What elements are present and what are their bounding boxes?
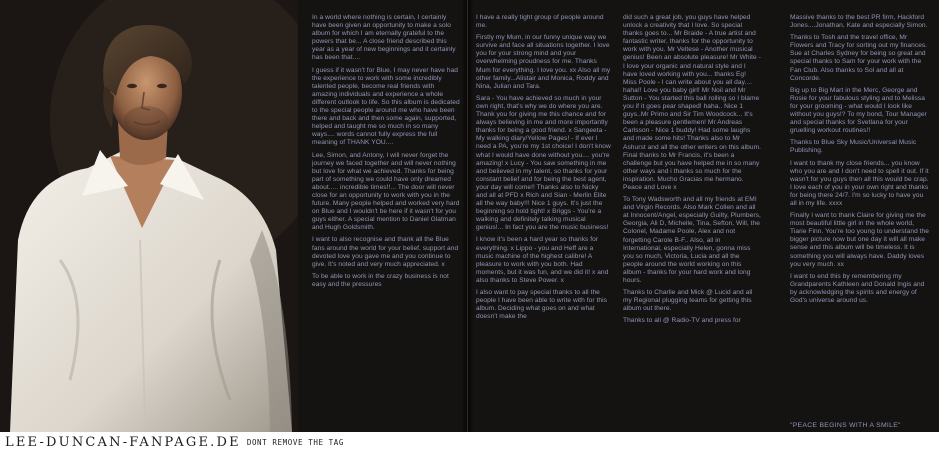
column-3-paragraph: Thanks to all @ Radio-TV and press for	[623, 317, 741, 325]
column-1-paragraph: I want to also recognise and thank all the Blue fans around the world for your belief, support and devoted love you gave me and you continue to give. It's noted and very much appreciated. x	[312, 236, 459, 268]
column-1-paragraph: Lee, Simon, and Antony, I will never forget the journey we faced together and will never nothing but love for what we achieved. Thanks for being part of something we could have only dreamed about..... incredible times!!... The door will never close for an opportunity to work with you in the future. Many people helped and worked very hard on Blue and I wouldn't be here if it wasn't for you guys either. A special mention to Daniel Glatman and Hugh Goldsmith.	[312, 151, 460, 232]
column-4-paragraph: Massive thanks to the best PR firm, Hackford Jones....Jonathan, Kate and especially Simon.	[790, 14, 928, 30]
column-2-paragraph: I have a really tight group of people around me.	[476, 14, 604, 30]
column-2-paragraph: I know it's been a hard year so thanks for everything. x Lippo - you and Heff are a music machine of the highest calibre! A pleasure to work with you both. Had moments, but it was fun, and we did it! x and also thanks to Steve Power. x	[476, 236, 609, 284]
booklet-fold	[462, 0, 474, 453]
text-column-4	[790, 14, 930, 438]
column-1-paragraph: In a world where nothing is certain, I certainly have been given an opportunity to make a solo album for which I am eternally grateful to the powers that be... A close friend described this year as a year of new beginnings and it certainly has been that....	[312, 14, 456, 62]
column-4-paragraph: I want to end this by remembering my Grandparents Kathleen and Donald Ingis and by acknowledging the spirits and energy of God's universe around us.	[790, 272, 925, 304]
column-3-paragraph: Thanks to Charlie and Mick @ Lucid and all my Regional plugging teams for getting this album out there.	[623, 289, 753, 313]
text-column-3	[623, 14, 761, 438]
column-1-paragraph: I guess if it wasn't for Blue, I may never have had the experience to work with some incredibly talented people, become real friends with amazing individuals and experience a whole different outlook to life. So this album is dedicated to the special people around me who have been there and back and then some again, supported, helped and taught me so much in so many ways.... words cannot fully express the full meaning of THANK YOU....	[312, 66, 460, 147]
column-2-paragraph: Firstly my Mum, in our funny unique way we survive and face all situations together. I love you for your strong mind and your overwhelming proudness for me. Thanks Mum for everything. I love you. xx Also all my other family...Alistair and Monica, Roddy and Nina, Julian and Tara.	[476, 34, 611, 90]
closing-quote: "PEACE BEGINS WITH A SMILE"	[790, 422, 901, 429]
column-4-paragraph: Finally I want to thank Claire for giving me the most beautiful little girl in the whole world, Tiarie Finn. You're too young to understand the bigger picture now but one day it will all make sense and this album will be timeless. It is something you will always have. Daddy loves you very much. xx	[790, 212, 929, 268]
watermark-note: DONT REMOVE THE TAG	[246, 438, 345, 447]
column-3-paragraph: did such a great job, you guys have helped unlock a creativity that I love. So special thanks goes to... Mr Braide - A true artist and fantastic writer, thanks for the opportunity to work with you. Mr Veltese - Another musical genius! Been an absolute pleasure! Mr White - I love your organic and natural style and I have loved working with you... thanks Eg! Miss Poole - I can write about you all day.... haha!! Love you baby girl! Mr Noil and Mr Sutton - You started this ball rolling so I blame you if it goes pear shaped! haha.. Nice 1 guys..Mr Primo and Sir Tim Woodcock... It's been a pleasure gentlemen! Mr Andreas Carlsson - Nice 1 buddy! Had some laughs and made some hits! Thanks also to Mr Ashurst and all the other writers on this album. Final thanks to Mr Francis, it's been a challenge but you have helped me in so many other ways and i thanks so much for the inspiration. Mucho Gracias me hermano. Peace and Love x	[623, 14, 761, 191]
column-4-paragraph: Thanks to Blue Sky Music/Universal Music Publishing.	[790, 139, 917, 155]
column-1-paragraph: To be able to work in the crazy business is not easy and the pressures	[312, 272, 449, 288]
column-3-paragraph: To Tony Wadsworth and all my friends at EMI and Virgin Records. Also Mark Collen and all at Innocent/Angel, especially Guilty, Plumbers, Georgia, Ali D, Michelle, Tina, Sefton, Will, the Colonel, Madame Poole, Alex and not forgetting Carole B-F.. Also, all in International, especially Helen, gonna miss you so much, Victoria, Lucia and all the people around the world working on this album - thanks for your hard work and long hours.	[623, 196, 761, 284]
fold-line	[467, 0, 468, 453]
column-4-paragraph: Big up to Big Mart in the Merc, George and Rosie for your fabulous styling and to Melissa for your grooming - what would I look like without you guys!? To my bond, Tour Manager and special thanks for Svetlana for your gruelling workout routines!!	[790, 86, 927, 135]
watermark-site: LEE-DUNCAN-FANPAGE.DE	[5, 435, 241, 450]
watermark-strip	[0, 432, 939, 453]
column-2-paragraph: I also want to pay special thanks to all the people I have been able to write with for this album. Deciding what goes on and what doesn't make the	[476, 289, 607, 321]
column-4-paragraph: Thanks to Tosh and the travel office, Mr Flowers and Tracy for sorting out my finances. Sue at Charles Sydney for being so great and special thanks to Sam for your work with the Fan Club. Also thanks to Sol and all at Concorde.	[790, 34, 928, 82]
text-column-1	[312, 14, 460, 434]
artist-photo-illustration	[0, 0, 298, 432]
column-4-paragraph: I want to thank my close friends... you know who you are and I don't need to spell it out. If it wasn't for you guys then all this would be crap. I love each of you in your own right and thanks for being there 24/7. I'm so lucky to have you all in my life. xxxx	[790, 159, 929, 207]
column-2-paragraph: Sara - You have achieved so much in your own right, that's why we do where you are. Thank you for giving me this chance and for always believing in me and more importantly thanks for being a good friend. x Sangeeta - My walking diary/Yellow Pages! - If ever I need a PA, you're my 1st choice! I don't know what I would have done without you.... you're amazing! x Lucy - You saw something in me and believed in my talent, so thanks for your constant belief and for being the best agent, your day will come!! Thanks also to Nicky and all at PFD x Rich and Sian - Merlin Elite all the way baby!!! Nice 1 guys. It's just the beginning so hold tight! x Briggs - You're a walking and definitely talking musical genius!... In fact you are the music business!	[476, 94, 611, 232]
text-column-2	[476, 14, 611, 434]
artist-photo	[0, 0, 298, 432]
